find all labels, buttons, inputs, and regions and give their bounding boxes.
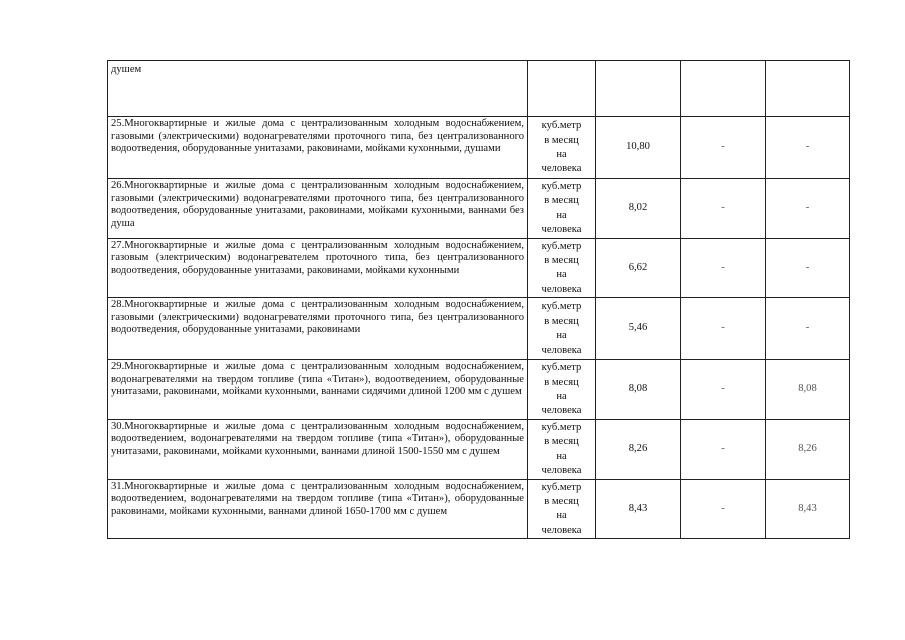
column-4-cell: - (681, 360, 766, 420)
unit-line: на (556, 450, 567, 462)
unit-line: на (556, 209, 567, 221)
unit-line: в месяц (544, 495, 579, 507)
table-row (108, 238, 850, 298)
unit-line: человека (541, 163, 582, 175)
value-cell: 8,02 (596, 179, 681, 239)
unit-cell (528, 419, 596, 479)
unit-line: человека (541, 524, 582, 536)
unit-line: в месяц (544, 195, 579, 207)
value-cell: 8,26 (596, 419, 681, 479)
unit-line: человека (541, 465, 582, 477)
value-cell: 6,62 (596, 238, 681, 298)
norms-table (107, 60, 850, 539)
row-description: 28.Многоквартирные и жилые дома с централизованным холодным водоснабжением, газовыми (электрическими) водонагревателями проточного типа, без централизованного водоотведения, оборудованные унитазами, раковинами (108, 298, 528, 360)
table-row (108, 419, 850, 479)
unit-line: человека (541, 405, 582, 417)
unit-cell (528, 179, 596, 239)
column-4-cell: - (681, 238, 766, 298)
unit-line: куб.метр (541, 362, 582, 374)
unit-cell (528, 61, 596, 117)
value-cell: 8,08 (596, 360, 681, 420)
column-4-cell: - (681, 298, 766, 360)
unit-line: куб.метр (541, 301, 582, 313)
row-description: 27.Многоквартирные и жилые дома с централизованным холодным водоснабжением, газовым (электрическим) водонагревателем проточного типа, без централизованного водоотведения, оборудованные унитазами, раковинами, мойками кухонными (108, 238, 528, 298)
unit-line: куб.метр (541, 421, 582, 433)
column-5-cell: 8,26 (766, 419, 850, 479)
column-5-cell: 8,43 (766, 479, 850, 539)
value-cell: 8,43 (596, 479, 681, 539)
table-row-continuation (108, 61, 850, 117)
unit-line: в месяц (544, 134, 579, 146)
value-cell: 10,80 (596, 117, 681, 179)
column-4-cell: - (681, 419, 766, 479)
table-row (108, 117, 850, 179)
column-5-cell (766, 61, 850, 117)
unit-line: в месяц (544, 315, 579, 327)
value-cell (596, 61, 681, 117)
unit-line: человека (541, 224, 582, 236)
row-description: 29.Многоквартирные и жилые дома с централизованным холодным водоснабжением, водонагревателями на твердом топливе (типа «Титан»), водоотведением, оборудованные унитазами, раковинами, мойками кухонными, ваннами сидячими длиной 1200 мм с душем (108, 360, 528, 420)
column-5-cell: - (766, 298, 850, 360)
column-4-cell: - (681, 479, 766, 539)
column-5-cell: - (766, 117, 850, 179)
unit-line: куб.метр (541, 120, 582, 132)
table-row (108, 179, 850, 239)
unit-line: на (556, 269, 567, 281)
unit-line: в месяц (544, 255, 579, 267)
unit-line: человека (541, 344, 582, 356)
table-row (108, 479, 850, 539)
row-description: душем (108, 61, 528, 117)
unit-line: куб.метр (541, 240, 582, 252)
column-5-cell: - (766, 179, 850, 239)
unit-line: на (556, 391, 567, 403)
column-5-cell: - (766, 238, 850, 298)
unit-cell (528, 479, 596, 539)
row-description: 26.Многоквартирные и жилые дома с централизованным холодным водоснабжением, газовыми (электрическими) водонагревателями проточного типа, без централизованного водоотведения, оборудованные унитазами, раковинами, мойками кухонными, ваннами без душа (108, 179, 528, 239)
row-description: 25.Многоквартирные и жилые дома с централизованным холодным водоснабжением, газовыми (электрическими) водонагревателями проточного типа, без централизованного водоотведения, оборудованные унитазами, раковинами, мойками кухонными, душами (108, 117, 528, 179)
unit-line: на (556, 510, 567, 522)
unit-cell (528, 298, 596, 360)
unit-line: куб.метр (541, 481, 582, 493)
column-5-cell: 8,08 (766, 360, 850, 420)
value-cell: 5,46 (596, 298, 681, 360)
unit-line: куб.метр (541, 181, 582, 192)
row-description: 30.Многоквартирные и жилые дома с централизованным холодным водоснабжением, водоотведением, водонагревателями на твердом топливе (типа «Титан»), оборудованные унитазами, раковинами, мойками кухонными, ваннами длиной 1500-1550 мм с душем (108, 419, 528, 479)
column-4-cell (681, 61, 766, 117)
unit-line: в месяц (544, 376, 579, 388)
unit-cell (528, 360, 596, 420)
unit-cell (528, 238, 596, 298)
unit-line: в месяц (544, 436, 579, 448)
unit-line: человека (541, 283, 582, 295)
row-description: 31.Многоквартирные и жилые дома с централизованным холодным водоснабжением, водоотведением, водонагревателями на твердом топливе (типа «Титан»), оборудованные раковинами, мойками кухонными, ваннами длиной 1650-1700 мм с душем (108, 479, 528, 539)
column-4-cell: - (681, 117, 766, 179)
unit-line: на (556, 330, 567, 342)
unit-cell (528, 117, 596, 179)
table-row (108, 298, 850, 360)
table-row (108, 360, 850, 420)
unit-line: на (556, 149, 567, 160)
column-4-cell: - (681, 179, 766, 239)
